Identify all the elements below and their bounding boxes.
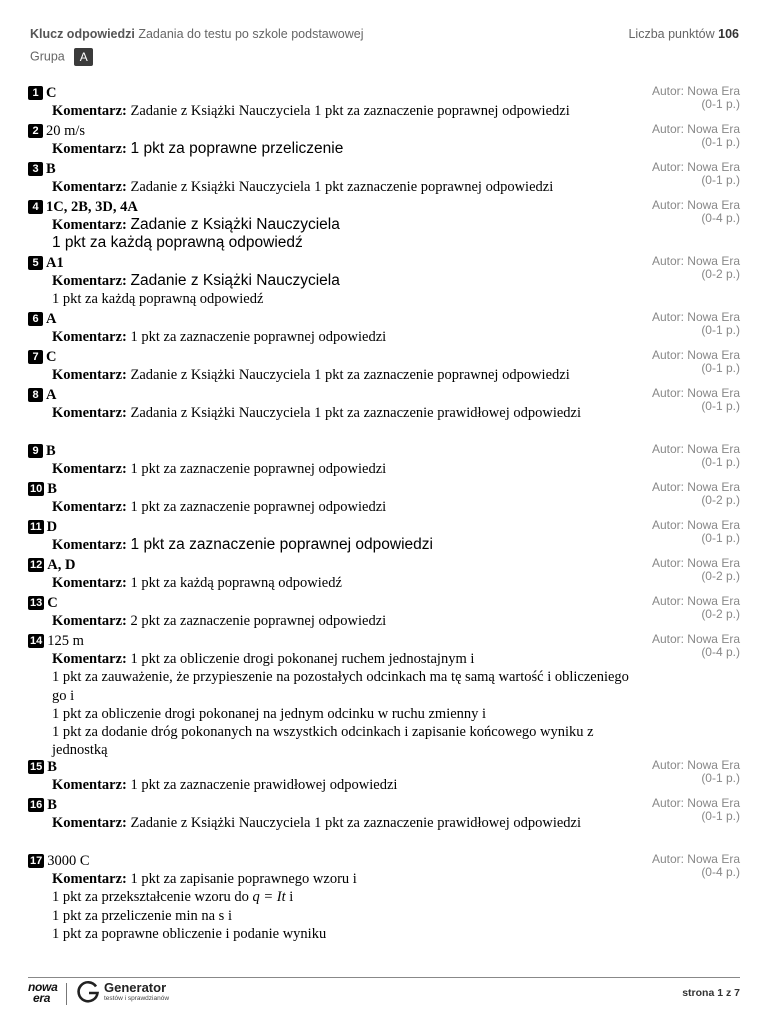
answer-text: B — [47, 759, 57, 775]
points-range: (0-1 p.) — [701, 531, 740, 545]
question-answer-line — [28, 443, 630, 460]
question-number-badge: 5 — [28, 256, 43, 270]
comment-text: 1 pkt za zaznaczenie poprawnej odpowiedzi — [130, 329, 387, 345]
author-points — [630, 853, 740, 879]
question-number-badge: 4 — [28, 200, 43, 214]
points-label: Liczba punktów — [628, 27, 715, 41]
comment-label: Komentarz: — [52, 575, 127, 591]
points-range: (0-4 p.) — [701, 211, 740, 225]
question-answer-line — [28, 759, 630, 776]
footer-divider — [28, 977, 740, 978]
points-range: (0-2 p.) — [701, 607, 740, 621]
formula: q = It — [252, 889, 286, 906]
generator-brand — [104, 981, 169, 1003]
points-range: (0-1 p.) — [701, 135, 740, 149]
question-answer-line — [28, 85, 630, 102]
author-label: Autor: Nowa Era — [651, 852, 740, 866]
author-label: Autor: Nowa Era — [651, 348, 740, 362]
comment-label: Komentarz: — [52, 367, 127, 383]
comment-block — [52, 612, 630, 630]
comment-extra-line: 1 pkt za zauważenie, że przypieszenie na pozostałych odcinkach ma tę samą wartość i obliczeniego go i — [52, 669, 629, 704]
answer-text: D — [46, 519, 58, 535]
author-label: Autor: Nowa Era — [651, 254, 740, 268]
question-number-badge: 17 — [30, 855, 43, 867]
comment-text: 2 pkt za zaznaczenie poprawnej odpowiedzi — [130, 613, 387, 629]
question-item — [28, 443, 740, 478]
title-bold: Klucz odpowiedzi — [30, 27, 135, 41]
question-number-badge: 2 — [28, 124, 43, 138]
logo-separator — [66, 983, 67, 1005]
comment-text: Zadania z Książki Nauczyciela 1 pkt za zaznaczenie prawidłowej odpowiedzi — [130, 405, 581, 421]
answer-text: 20 m/s — [46, 123, 86, 139]
answer-text: 3000 C — [47, 853, 90, 869]
extra-text: 1 pkt za przekształcenie wzoru do — [52, 889, 253, 906]
comment-label: Komentarz: — [52, 613, 127, 629]
author-label: Autor: Nowa Era — [651, 122, 740, 136]
author-points — [630, 255, 740, 281]
points-range: (0-2 p.) — [701, 569, 740, 583]
comment-block — [52, 102, 630, 120]
question-number-badge: 9 — [28, 444, 43, 458]
generator-g-icon — [76, 980, 100, 1004]
comment-text: Zadanie z Książki Nauczyciela 1 pkt za zaznaczenie prawidłowej odpowiedzi — [130, 815, 581, 831]
nowa-era-logo — [28, 982, 57, 1004]
question-answer-line — [28, 311, 630, 328]
points-range: (0-1 p.) — [701, 455, 740, 469]
question-answer-line — [28, 161, 630, 178]
question-item — [28, 797, 740, 832]
comment-block — [52, 178, 630, 196]
author-points — [630, 199, 740, 225]
answer-text: C — [46, 85, 57, 101]
comment-block — [52, 328, 630, 346]
extra-text: i — [285, 889, 294, 906]
logo-top-text: nowa — [28, 980, 58, 994]
comment-text: 1 pkt za zaznaczenie poprawnej odpowiedzi — [130, 461, 387, 477]
question-number-badge: 3 — [28, 162, 43, 176]
author-label: Autor: Nowa Era — [651, 198, 740, 212]
points-range: (0-4 p.) — [701, 645, 740, 659]
question-answer-line — [28, 519, 630, 536]
question-item — [28, 161, 740, 196]
author-label: Autor: Nowa Era — [651, 594, 740, 608]
comment-extra-line: 1 pkt za przeliczenie min na s i — [52, 907, 232, 924]
points-value: 106 — [718, 27, 739, 41]
points-range: (0-1 p.) — [701, 323, 740, 337]
author-label: Autor: Nowa Era — [651, 480, 740, 494]
answer-text: B — [47, 481, 57, 497]
answer-text: A1 — [46, 255, 64, 271]
comment-extra-line: 1 pkt za poprawne obliczenie i podanie wyniku — [52, 925, 327, 942]
question-answer-line — [28, 557, 630, 574]
question-item — [28, 255, 740, 309]
page-number: strona 1 z 7 — [682, 987, 740, 999]
question-item — [28, 481, 740, 516]
comment-block — [52, 404, 630, 422]
points-range: (0-4 p.) — [701, 865, 740, 879]
comment-text: Zadanie z Książki Nauczyciela 1 pkt zaznaczenie poprawnej odpowiedzi — [130, 179, 554, 195]
author-label: Autor: Nowa Era — [651, 796, 740, 810]
question-answer-line — [28, 255, 630, 272]
points-range: (0-2 p.) — [701, 267, 740, 281]
comment-label: Komentarz: — [52, 461, 127, 477]
answer-text: B — [46, 443, 56, 459]
answer-text: A — [46, 387, 57, 403]
author-points — [630, 557, 740, 583]
author-label: Autor: Nowa Era — [651, 84, 740, 98]
author-points — [630, 797, 740, 823]
question-number-badge: 15 — [30, 761, 43, 773]
author-label: Autor: Nowa Era — [651, 386, 740, 400]
answer-text: A, D — [47, 557, 76, 573]
points-range: (0-1 p.) — [701, 771, 740, 785]
author-label: Autor: Nowa Era — [651, 160, 740, 174]
question-item — [28, 759, 740, 794]
question-number-badge: 7 — [28, 350, 43, 364]
comment-label: Komentarz: — [52, 871, 127, 887]
question-number-badge: 8 — [28, 388, 43, 402]
question-item — [28, 557, 740, 592]
comment-text: Zadanie z Książki Nauczyciela 1 pkt za zaznaczenie poprawnej odpowiedzi — [130, 103, 570, 119]
comment-text: 1 pkt za obliczenie drogi pokonanej ruchem jednostajnym i — [130, 651, 475, 667]
question-answer-line — [28, 349, 630, 366]
comment-label: Komentarz: — [52, 499, 127, 515]
question-item — [28, 387, 740, 422]
comment-text: 1 pkt za zaznaczenie poprawnej odpowiedzi — [130, 499, 387, 515]
author-points — [630, 387, 740, 413]
answer-text: C — [46, 349, 57, 365]
question-number-badge: 11 — [30, 521, 42, 533]
comment-block — [52, 870, 630, 943]
author-points — [630, 123, 740, 149]
comment-block — [52, 574, 630, 592]
group-indicator — [30, 48, 93, 66]
comment-label: Komentarz: — [52, 405, 127, 421]
question-answer-line — [28, 797, 630, 814]
comment-text: Zadanie z Książki Nauczyciela — [130, 216, 340, 233]
author-label: Autor: Nowa Era — [651, 518, 740, 532]
document-title — [30, 27, 363, 41]
comment-label: Komentarz: — [52, 103, 127, 119]
question-item — [28, 519, 740, 554]
comment-block — [52, 498, 630, 516]
author-label: Autor: Nowa Era — [651, 310, 740, 324]
question-number-badge: 14 — [30, 635, 43, 647]
page-footer — [28, 980, 740, 1010]
author-label: Autor: Nowa Era — [651, 442, 740, 456]
question-number-badge: 1 — [28, 86, 43, 100]
title-rest: Zadania do testu po szkole podstawowej — [138, 27, 364, 41]
points-total — [628, 27, 739, 41]
author-label: Autor: Nowa Era — [651, 758, 740, 772]
question-item — [28, 349, 740, 384]
question-answer-line — [28, 853, 630, 870]
brand-title: Generator — [104, 980, 167, 995]
comment-label: Komentarz: — [52, 537, 127, 553]
page-header — [30, 27, 739, 71]
comment-label: Komentarz: — [52, 651, 127, 667]
author-points — [630, 633, 740, 659]
comment-block — [52, 140, 630, 158]
answer-text: 1C, 2B, 3D, 4A — [46, 199, 138, 215]
author-points — [630, 519, 740, 545]
points-range: (0-1 p.) — [701, 173, 740, 187]
comment-block — [52, 776, 630, 794]
points-range: (0-2 p.) — [701, 493, 740, 507]
question-answer-line — [28, 387, 630, 404]
comment-text: 1 pkt za poprawne przeliczenie — [130, 140, 344, 157]
points-range: (0-1 p.) — [701, 97, 740, 111]
author-points — [630, 85, 740, 111]
comment-block — [52, 272, 630, 309]
question-item — [28, 853, 740, 943]
comment-block — [52, 460, 630, 478]
brand-subtitle: testów i sprawdzianów — [104, 995, 170, 1002]
author-points — [630, 595, 740, 621]
answer-text: B — [47, 797, 57, 813]
comment-text: 1 pkt za zaznaczenie poprawnej odpowiedzi — [130, 536, 433, 553]
author-points — [630, 161, 740, 187]
comment-label: Komentarz: — [52, 179, 127, 195]
comment-extra-line: 1 pkt za każdą poprawną odpowiedź — [52, 291, 264, 308]
author-points — [630, 311, 740, 337]
question-item — [28, 311, 740, 346]
points-range: (0-1 p.) — [701, 361, 740, 375]
author-points — [630, 759, 740, 785]
comment-block — [52, 366, 630, 384]
comment-label: Komentarz: — [52, 815, 127, 831]
comment-text: 1 pkt za każdą poprawną odpowiedź — [130, 575, 342, 591]
question-answer-line — [28, 595, 630, 612]
question-item — [28, 595, 740, 630]
author-points — [630, 349, 740, 375]
group-label: Grupa — [30, 49, 65, 64]
comment-block — [52, 536, 630, 554]
question-number-badge: 16 — [30, 799, 43, 811]
points-range: (0-1 p.) — [701, 809, 740, 823]
comment-extra-line — [52, 888, 630, 906]
author-label: Autor: Nowa Era — [651, 632, 740, 646]
comment-text: Zadanie z Książki Nauczyciela 1 pkt za zaznaczenie poprawnej odpowiedzi — [130, 367, 570, 383]
comment-extra-line: 1 pkt za każdą poprawną odpowiedź — [52, 234, 303, 252]
question-item — [28, 199, 740, 253]
comment-label: Komentarz: — [52, 273, 127, 289]
question-answer-line — [28, 199, 630, 216]
answer-text: C — [47, 595, 58, 611]
question-answer-line — [28, 633, 630, 650]
comment-text: Zadanie z Książki Nauczyciela — [130, 272, 340, 289]
question-number-badge: 13 — [30, 597, 43, 609]
question-number-badge: 10 — [30, 483, 43, 495]
comment-block — [52, 216, 630, 253]
group-badge: A — [74, 48, 93, 66]
question-item — [28, 633, 740, 760]
answer-text: 125 m — [47, 633, 84, 649]
comment-label: Komentarz: — [52, 329, 127, 345]
comment-extra-line: 1 pkt za obliczenie drogi pokonanej na jednym odcinku w ruchu zmienny i — [52, 705, 487, 722]
question-item — [28, 123, 740, 158]
question-answer-line — [28, 481, 630, 498]
comment-text: 1 pkt za zapisanie poprawnego wzoru i — [130, 871, 357, 887]
comment-text: 1 pkt za zaznaczenie prawidłowej odpowiedzi — [130, 777, 398, 793]
comment-label: Komentarz: — [52, 141, 127, 157]
points-range: (0-1 p.) — [701, 399, 740, 413]
question-number-badge: 6 — [28, 312, 43, 326]
author-label: Autor: Nowa Era — [651, 556, 740, 570]
author-points — [630, 481, 740, 507]
comment-block — [52, 814, 630, 832]
comment-extra-line: 1 pkt za dodanie dróg pokonanych na wszystkich odcinkach i zapisanie końcowego wyniku z jednostką — [52, 724, 594, 759]
author-points — [630, 443, 740, 469]
question-answer-line — [28, 123, 630, 140]
question-item — [28, 85, 740, 120]
comment-block — [52, 650, 630, 760]
answer-text: A — [46, 311, 57, 327]
comment-label: Komentarz: — [52, 777, 127, 793]
comment-label: Komentarz: — [52, 217, 127, 233]
question-number-badge: 12 — [30, 559, 43, 571]
answer-text: B — [46, 161, 56, 177]
logo-bottom-text: era — [33, 991, 51, 1005]
